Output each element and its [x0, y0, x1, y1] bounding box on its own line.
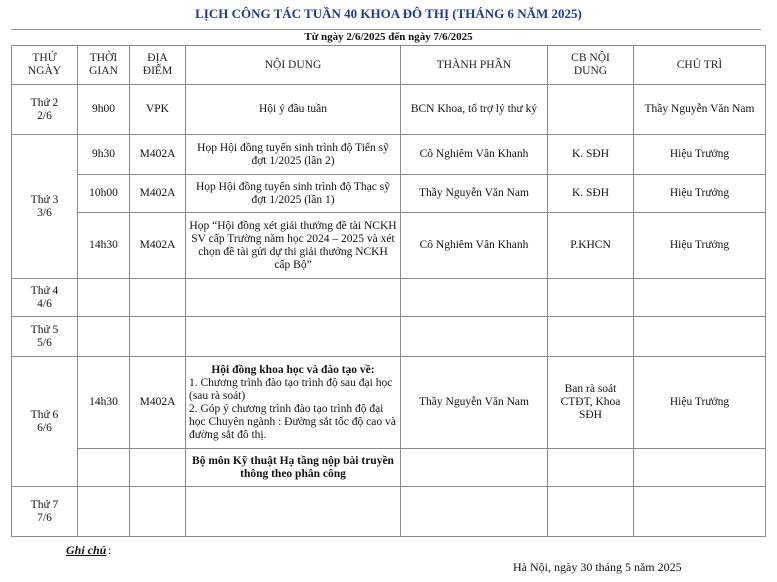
cb-cell — [548, 449, 634, 487]
header-place: ĐỊA ĐIỂM — [130, 46, 186, 85]
chair-cell — [634, 449, 766, 487]
content-cell: Họp “Hội đồng xét giải thưởng đề tài NCKH SV cấp Trường năm học 2024 – 2025 và xét chọn đề tài gửi dự thi giải thưởng NCKH cấp Bộ” — [186, 213, 401, 279]
place-cell — [130, 279, 186, 317]
content-item: 2. Góp ý chương trình đào tạo trình độ đại học Chuyên ngành : Đường sắt tốc độ cao và đường sắt đô thị. — [189, 402, 396, 441]
note-colon: : — [108, 543, 112, 557]
chair-cell — [634, 487, 766, 537]
participants-cell: Thầy Nguyễn Văn Nam — [401, 175, 548, 213]
header-time: THỜI GIAN — [78, 46, 130, 85]
header-content: NỘI DUNG — [186, 46, 401, 85]
schedule-table — [11, 45, 766, 537]
chair-cell: Hiệu Trưởng — [634, 175, 766, 213]
chair-cell: Hiệu Trưởng — [634, 135, 766, 175]
place-cell: M402A — [130, 135, 186, 175]
date-range: Từ ngày 2/6/2025 đến ngày 7/6/2025 — [304, 31, 473, 43]
cb-cell — [548, 85, 634, 135]
header-cb: CB NỘI DUNG — [548, 46, 634, 85]
participants-cell: Cô Nghiêm Vân Khanh — [401, 213, 548, 279]
table-row — [12, 85, 766, 135]
content-heading: Hội đồng khoa học và đào tạo về: — [211, 363, 375, 376]
time-cell — [78, 317, 130, 357]
place-cell — [130, 317, 186, 357]
table-row — [12, 175, 766, 213]
table-row — [12, 449, 766, 487]
participants-cell — [401, 487, 548, 537]
table-row — [12, 135, 766, 175]
participants-cell — [401, 449, 548, 487]
participants-cell — [401, 317, 548, 357]
day-cell: Thứ 5 5/6 — [12, 317, 78, 357]
chair-cell — [634, 317, 766, 357]
place-cell: M402A — [130, 175, 186, 213]
day-cell: Thứ 4 4/6 — [12, 279, 78, 317]
time-cell: 14h30 — [78, 213, 130, 279]
table-row — [12, 357, 766, 449]
place-cell — [130, 449, 186, 487]
day-cell: Thứ 7 7/6 — [12, 487, 78, 537]
chair-cell: Hiệu Trưởng — [634, 357, 766, 449]
time-cell: 10h00 — [78, 175, 130, 213]
time-cell — [78, 487, 130, 537]
participants-cell — [401, 279, 548, 317]
participants-cell: Thầy Nguyễn Văn Nam — [401, 357, 548, 449]
content-cell: Họp Hội đồng tuyển sinh trình độ Thạc sỹ đợt 1/2025 (lần 1) — [186, 175, 401, 213]
content-cell: Họp Hội đồng tuyển sinh trình độ Tiến sỹ đợt 1/2025 (lần 2) — [186, 135, 401, 175]
cb-cell: K. SĐH — [548, 175, 634, 213]
chair-cell: Hiệu Trưởng — [634, 213, 766, 279]
sign-date: Hà Nội, ngày 30 tháng 5 năm 2025 — [513, 560, 682, 574]
header-chair: CHỦ TRÌ — [634, 46, 766, 85]
place-cell — [130, 487, 186, 537]
cb-cell — [548, 487, 634, 537]
place-cell: M402A — [130, 213, 186, 279]
chair-cell — [634, 279, 766, 317]
content-cell — [186, 357, 401, 449]
cb-cell — [548, 317, 634, 357]
place-cell: M402A — [130, 357, 186, 449]
day-cell: Thứ 2 2/6 — [12, 85, 78, 135]
time-cell: 9h00 — [78, 85, 130, 135]
content-item: 1. Chương trình đào tạo trình độ sau đại học (sau rà soát) — [189, 376, 393, 402]
cb-cell: P.KHCN — [548, 213, 634, 279]
content-cell — [186, 317, 401, 357]
note-label: Ghi chú — [66, 543, 107, 557]
header-participants: THÀNH PHẦN — [401, 46, 548, 85]
time-cell — [78, 279, 130, 317]
cb-cell: K. SĐH — [548, 135, 634, 175]
day-cell: Thứ 3 3/6 — [12, 135, 78, 279]
header-day: THỨ NGÀY — [12, 46, 78, 85]
content-cell: Bộ môn Kỹ thuật Hạ tầng nộp bài truyền thông theo phân công — [186, 449, 401, 487]
header-row — [12, 46, 766, 85]
cb-cell: Ban rà soát CTĐT, Khoa SĐH — [548, 357, 634, 449]
content-cell — [186, 487, 401, 537]
participants-cell: Cô Nghiêm Vân Khanh — [401, 135, 548, 175]
table-row — [12, 279, 766, 317]
title-divider — [11, 29, 761, 30]
time-cell: 9h30 — [78, 135, 130, 175]
participants-cell: BCN Khoa, tổ trợ lý thư ký — [401, 85, 548, 135]
time-cell: 14h30 — [78, 357, 130, 449]
table-row — [12, 213, 766, 279]
day-cell: Thứ 6 6/6 — [12, 357, 78, 487]
page-title: LỊCH CÔNG TÁC TUẦN 40 KHOA ĐÔ THỊ (THÁNG 6 NĂM 2025) — [195, 6, 582, 21]
time-cell — [78, 449, 130, 487]
table-row — [12, 317, 766, 357]
place-cell: VPK — [130, 85, 186, 135]
table-row — [12, 487, 766, 537]
chair-cell: Thầy Nguyễn Văn Nam — [634, 85, 766, 135]
content-cell — [186, 279, 401, 317]
content-cell: Hội ý đầu tuần — [186, 85, 401, 135]
cb-cell — [548, 279, 634, 317]
